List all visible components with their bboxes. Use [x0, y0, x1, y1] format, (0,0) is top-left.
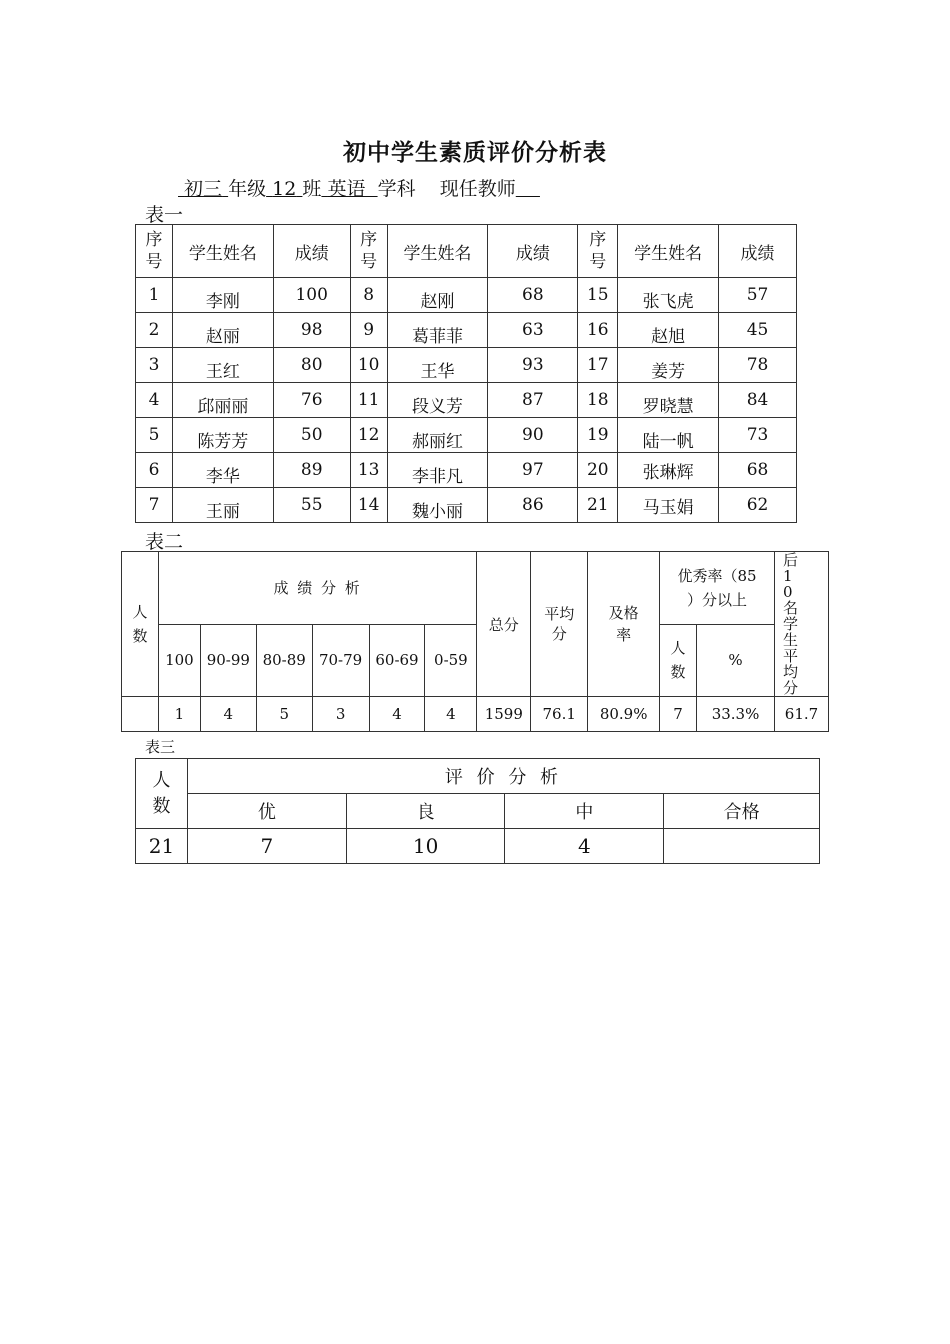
cell-no: 18: [578, 383, 618, 418]
cell-range-count: 5: [256, 697, 312, 732]
col-header-count-text: 人数: [132, 603, 148, 645]
cell-no: 16: [578, 313, 618, 348]
cell-name: 王华: [387, 348, 488, 383]
cell-name: 邱丽丽: [172, 383, 273, 418]
table2-header-row-2: [122, 624, 829, 697]
table-row: [136, 453, 797, 488]
cell-name: 张飞虎: [618, 278, 719, 313]
table3-header-row-1: [136, 759, 820, 794]
cell-name: 王红: [172, 348, 273, 383]
cell-score: 90: [488, 418, 578, 453]
cell-score: 45: [719, 313, 797, 348]
cell-no: 5: [136, 418, 173, 453]
col-header-eval: 评 价 分 析: [187, 759, 819, 794]
grade-label: 年级: [228, 178, 267, 200]
cell-score: 98: [273, 313, 350, 348]
table3-header-row-2: [136, 794, 820, 829]
col-header-no: [578, 225, 618, 278]
col-header-pass: [588, 552, 660, 697]
cell-no: 13: [350, 453, 387, 488]
cell-name: 葛菲菲: [387, 313, 488, 348]
col-header-no-text: 序号: [360, 230, 378, 272]
cell-score: 86: [488, 488, 578, 523]
cell-avg: 76.1: [531, 697, 588, 732]
cell-name: 李刚: [172, 278, 273, 313]
cell-name: 罗晓慧: [618, 383, 719, 418]
cell-name: 李华: [172, 453, 273, 488]
header-line: [178, 174, 540, 201]
cell-range-count: 4: [369, 697, 425, 732]
cell-no: 14: [350, 488, 387, 523]
cell-no: 17: [578, 348, 618, 383]
col-header-no-text: 序号: [145, 230, 163, 272]
cell-no: 19: [578, 418, 618, 453]
table-row: [136, 418, 797, 453]
cell-range-count: 4: [200, 697, 256, 732]
col-header-no: [350, 225, 387, 278]
cell-score: 97: [488, 453, 578, 488]
cell-pass-rate: 80.9%: [588, 697, 660, 732]
cell-level-count: 10: [346, 829, 505, 864]
teacher-label: 现任教师: [439, 178, 516, 200]
col-header-count-text: 人数: [152, 769, 171, 817]
cell-range-count: 3: [312, 697, 369, 732]
cell-name: 赵丽: [172, 313, 273, 348]
student-score-table: [135, 224, 797, 523]
cell-no: 11: [350, 383, 387, 418]
cell-no: 12: [350, 418, 387, 453]
range-header: 90-99: [200, 624, 256, 697]
col-header-exc-count-text: 人数: [670, 639, 686, 682]
range-header: 60-69: [369, 624, 425, 697]
col-header-count: [136, 759, 188, 829]
cell-name: 段义芳: [387, 383, 488, 418]
table-row: [136, 278, 797, 313]
level-header: 中: [505, 794, 664, 829]
col-header-total: 总分: [477, 552, 531, 697]
table1-caption: 表一: [145, 204, 184, 226]
grade-text: 初三: [184, 178, 223, 200]
cell-name: 陈芳芳: [172, 418, 273, 453]
cell-no: 2: [136, 313, 173, 348]
table2-caption: 表二: [145, 531, 184, 553]
cell-score: 84: [719, 383, 797, 418]
cell-count: [122, 697, 159, 732]
cell-no: 4: [136, 383, 173, 418]
score-analysis-table: [121, 551, 829, 732]
col-header-avg-text: 平均分: [544, 605, 575, 643]
range-header: 0-59: [425, 624, 477, 697]
cell-no: 1: [136, 278, 173, 313]
table-row: [136, 488, 797, 523]
range-header: 70-79: [312, 624, 369, 697]
table1-header-row: [136, 225, 797, 278]
table-row: [122, 697, 829, 732]
subject-text: 英语: [327, 178, 366, 200]
cell-score: 57: [719, 278, 797, 313]
col-header-excellent: [660, 552, 775, 625]
cell-name: 魏小丽: [387, 488, 488, 523]
col-header-name: 学生姓名: [172, 225, 273, 278]
col-header-score: 成绩: [273, 225, 350, 278]
page-title: 初中学生素质评价分析表: [343, 140, 607, 166]
cell-exc-pct: 33.3%: [697, 697, 775, 732]
cell-no: 10: [350, 348, 387, 383]
range-header: 100: [158, 624, 200, 697]
cell-name: 姜芳: [618, 348, 719, 383]
cell-name: 赵刚: [387, 278, 488, 313]
cell-score: 78: [719, 348, 797, 383]
table-row: [136, 313, 797, 348]
cell-level-count: 7: [187, 829, 346, 864]
cell-no: 3: [136, 348, 173, 383]
col-header-name: 学生姓名: [618, 225, 719, 278]
cell-bottom10-avg: 61.7: [774, 697, 828, 732]
cell-score: 62: [719, 488, 797, 523]
cell-score: 68: [488, 278, 578, 313]
cell-score: 76: [273, 383, 350, 418]
cell-count: 21: [136, 829, 188, 864]
cell-no: 21: [578, 488, 618, 523]
level-header: 良: [346, 794, 505, 829]
table-row: [136, 829, 820, 864]
range-header: 80-89: [256, 624, 312, 697]
cell-name: 王丽: [172, 488, 273, 523]
cell-no: 8: [350, 278, 387, 313]
col-header-avg: [531, 552, 588, 697]
cell-no: 20: [578, 453, 618, 488]
subject-label: 学科: [377, 178, 416, 200]
cell-score: 93: [488, 348, 578, 383]
col-header-pass-text: 及格率: [608, 604, 639, 644]
col-header-no: [136, 225, 173, 278]
cell-score: 68: [719, 453, 797, 488]
cell-name: 张琳辉: [618, 453, 719, 488]
table-row: [136, 383, 797, 418]
class-label: 班: [302, 178, 322, 200]
evaluation-table: [135, 758, 820, 864]
grade-value: [178, 178, 228, 200]
cell-score: 55: [273, 488, 350, 523]
col-header-excellent-text: 优秀率（85 ）分以上: [677, 566, 757, 609]
cell-level-count: 4: [505, 829, 664, 864]
cell-no: 9: [350, 313, 387, 348]
cell-no: 6: [136, 453, 173, 488]
col-header-analysis: 成 绩 分 析: [158, 552, 476, 625]
cell-range-count: 4: [425, 697, 477, 732]
class-value: [266, 178, 302, 200]
table2-header-row-1: [122, 552, 829, 625]
cell-name: 马玉娟: [618, 488, 719, 523]
cell-name: 郝丽红: [387, 418, 488, 453]
col-header-name: 学生姓名: [387, 225, 488, 278]
table3-caption: 表三: [145, 738, 176, 756]
subject-value: [321, 178, 377, 200]
cell-name: 陆一帆: [618, 418, 719, 453]
col-header-exc-count: [660, 624, 697, 697]
cell-range-count: 1: [158, 697, 200, 732]
cell-score: 80: [273, 348, 350, 383]
cell-total: 1599: [477, 697, 531, 732]
class-text: 12: [272, 178, 297, 200]
col-header-no-text: 序号: [589, 230, 607, 272]
cell-exc-count: 7: [660, 697, 697, 732]
cell-score: 63: [488, 313, 578, 348]
col-header-count: [122, 552, 159, 697]
col-header-score: 成绩: [719, 225, 797, 278]
level-header: 优: [187, 794, 346, 829]
level-header: 合格: [664, 794, 820, 829]
table-row: [136, 348, 797, 383]
cell-score: 73: [719, 418, 797, 453]
cell-no: 7: [136, 488, 173, 523]
col-header-bottom10-text: 后10名学生平均分: [782, 551, 798, 697]
cell-score: 87: [488, 383, 578, 418]
cell-score: 89: [273, 453, 350, 488]
cell-name: 赵旭: [618, 313, 719, 348]
cell-score: 50: [273, 418, 350, 453]
col-header-bottom10: [774, 552, 828, 697]
teacher-value: [516, 178, 540, 200]
cell-score: 100: [273, 278, 350, 313]
cell-name: 李非凡: [387, 453, 488, 488]
col-header-exc-pct: %: [697, 624, 775, 697]
cell-no: 15: [578, 278, 618, 313]
col-header-score: 成绩: [488, 225, 578, 278]
cell-level-count: [664, 829, 820, 864]
